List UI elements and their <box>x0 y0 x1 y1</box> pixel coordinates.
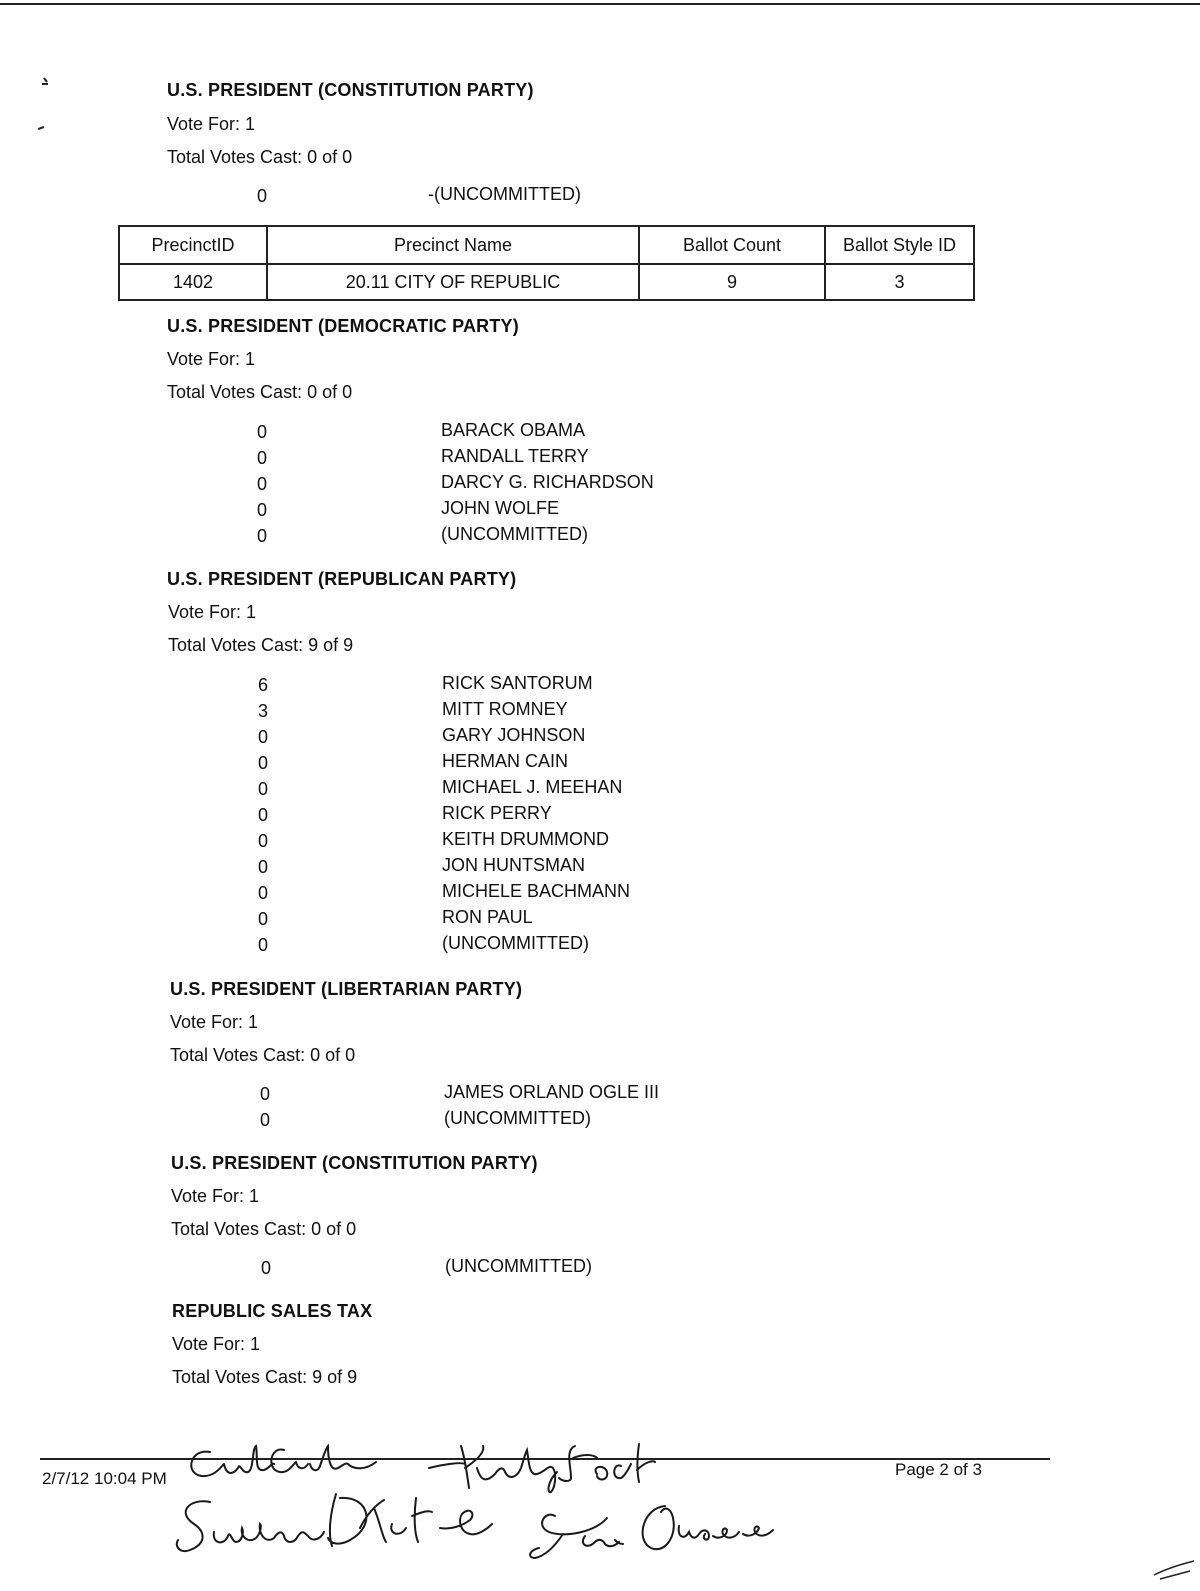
vote-count: 0 <box>257 526 268 546</box>
total-votes-text: Total Votes Cast: 0 of 0 <box>170 1045 356 1065</box>
total-votes-text: Total Votes Cast: 9 of 9 <box>168 635 354 655</box>
total-votes-text: Total Votes Cast: 0 of 0 <box>167 382 353 402</box>
vote-count: 6 <box>258 675 269 695</box>
candidate-name: MICHAEL J. MEEHAN <box>442 777 623 797</box>
signature-1 <box>180 1440 400 1490</box>
vote-count: 0 <box>257 186 268 206</box>
top-border-line <box>0 3 1200 5</box>
scan-speck-mark <box>38 74 54 138</box>
vote-count: 0 <box>258 805 269 825</box>
vote-count: 0 <box>258 883 269 903</box>
vote-count: 0 <box>258 935 269 955</box>
candidate-name: -(UNCOMMITTED) <box>428 184 581 204</box>
total-votes-text: Total Votes Cast: 9 of 9 <box>172 1367 358 1387</box>
vote-count: 0 <box>258 779 269 799</box>
signature-3 <box>170 1488 500 1563</box>
candidate-name: JAMES ORLAND OGLE III <box>444 1082 660 1102</box>
footer-datetime: 2/7/12 10:04 PM <box>42 1469 167 1488</box>
race-title: REPUBLIC SALES TAX <box>172 1301 373 1321</box>
corner-scan-mark <box>1150 1545 1198 1585</box>
candidate-name: GARY JOHNSON <box>442 725 586 745</box>
signature-4 <box>515 1496 785 1566</box>
vote-count: 0 <box>257 448 268 468</box>
table-row <box>119 264 974 300</box>
cell-ballot-style-id: 3 <box>825 264 974 300</box>
candidate-name: HERMAN CAIN <box>442 751 569 771</box>
cell-precinct-id: 1402 <box>119 264 267 300</box>
vote-count: 0 <box>257 422 268 442</box>
race-title: U.S. PRESIDENT (CONSTITUTION PARTY) <box>167 80 534 100</box>
candidate-name: BARACK OBAMA <box>441 420 586 440</box>
vote-for-text: Vote For: 1 <box>167 114 256 134</box>
vote-count: 0 <box>258 909 269 929</box>
header-precinct-name: Precinct Name <box>267 226 639 264</box>
header-ballot-count: Ballot Count <box>639 226 825 264</box>
vote-count: 0 <box>258 857 269 877</box>
candidate-name: (UNCOMMITTED) <box>444 1108 591 1128</box>
candidate-name: RANDALL TERRY <box>441 446 589 466</box>
candidate-name: KEITH DRUMMOND <box>442 829 609 849</box>
header-precinct-id: PrecinctID <box>119 226 267 264</box>
candidate-name: (UNCOMMITTED) <box>442 933 589 953</box>
candidate-name: RICK PERRY <box>442 803 552 823</box>
vote-count: 3 <box>258 701 269 721</box>
candidate-name: JOHN WOLFE <box>441 498 560 518</box>
vote-count: 0 <box>260 1110 271 1130</box>
vote-for-text: Vote For: 1 <box>168 602 257 622</box>
race-title: U.S. PRESIDENT (DEMOCRATIC PARTY) <box>167 316 519 336</box>
candidate-name: RON PAUL <box>442 907 533 927</box>
cell-precinct-name: 20.11 CITY OF REPUBLIC <box>267 264 639 300</box>
candidate-name: MITT ROMNEY <box>442 699 568 719</box>
vote-for-text: Vote For: 1 <box>171 1186 260 1206</box>
vote-count: 0 <box>261 1258 272 1278</box>
candidate-name: DARCY G. RICHARDSON <box>441 472 654 492</box>
vote-count: 0 <box>257 500 268 520</box>
candidate-name: JON HUNTSMAN <box>442 855 585 875</box>
cell-ballot-count: 9 <box>639 264 825 300</box>
vote-for-text: Vote For: 1 <box>167 349 256 369</box>
vote-count: 0 <box>258 727 269 747</box>
vote-for-text: Vote For: 1 <box>172 1334 261 1354</box>
precinct-table <box>118 225 975 301</box>
page-number: Page 2 of 3 <box>895 1460 982 1479</box>
vote-count: 0 <box>258 831 269 851</box>
candidate-name: (UNCOMMITTED) <box>445 1256 592 1276</box>
vote-for-text: Vote For: 1 <box>170 1012 259 1032</box>
race-title: U.S. PRESIDENT (CONSTITUTION PARTY) <box>171 1153 538 1173</box>
vote-count: 0 <box>258 753 269 773</box>
total-votes-text: Total Votes Cast: 0 of 0 <box>167 147 353 167</box>
total-votes-text: Total Votes Cast: 0 of 0 <box>171 1219 357 1239</box>
candidate-name: (UNCOMMITTED) <box>441 524 588 544</box>
vote-count: 0 <box>260 1084 271 1104</box>
candidate-name: MICHELE BACHMANN <box>442 881 631 901</box>
header-ballot-style-id: Ballot Style ID <box>825 226 974 264</box>
vote-count: 0 <box>257 474 268 494</box>
table-header-row <box>119 226 974 264</box>
candidate-name: RICK SANTORUM <box>442 673 593 693</box>
race-title: U.S. PRESIDENT (REPUBLICAN PARTY) <box>167 569 517 589</box>
race-title: U.S. PRESIDENT (LIBERTARIAN PARTY) <box>170 979 523 999</box>
